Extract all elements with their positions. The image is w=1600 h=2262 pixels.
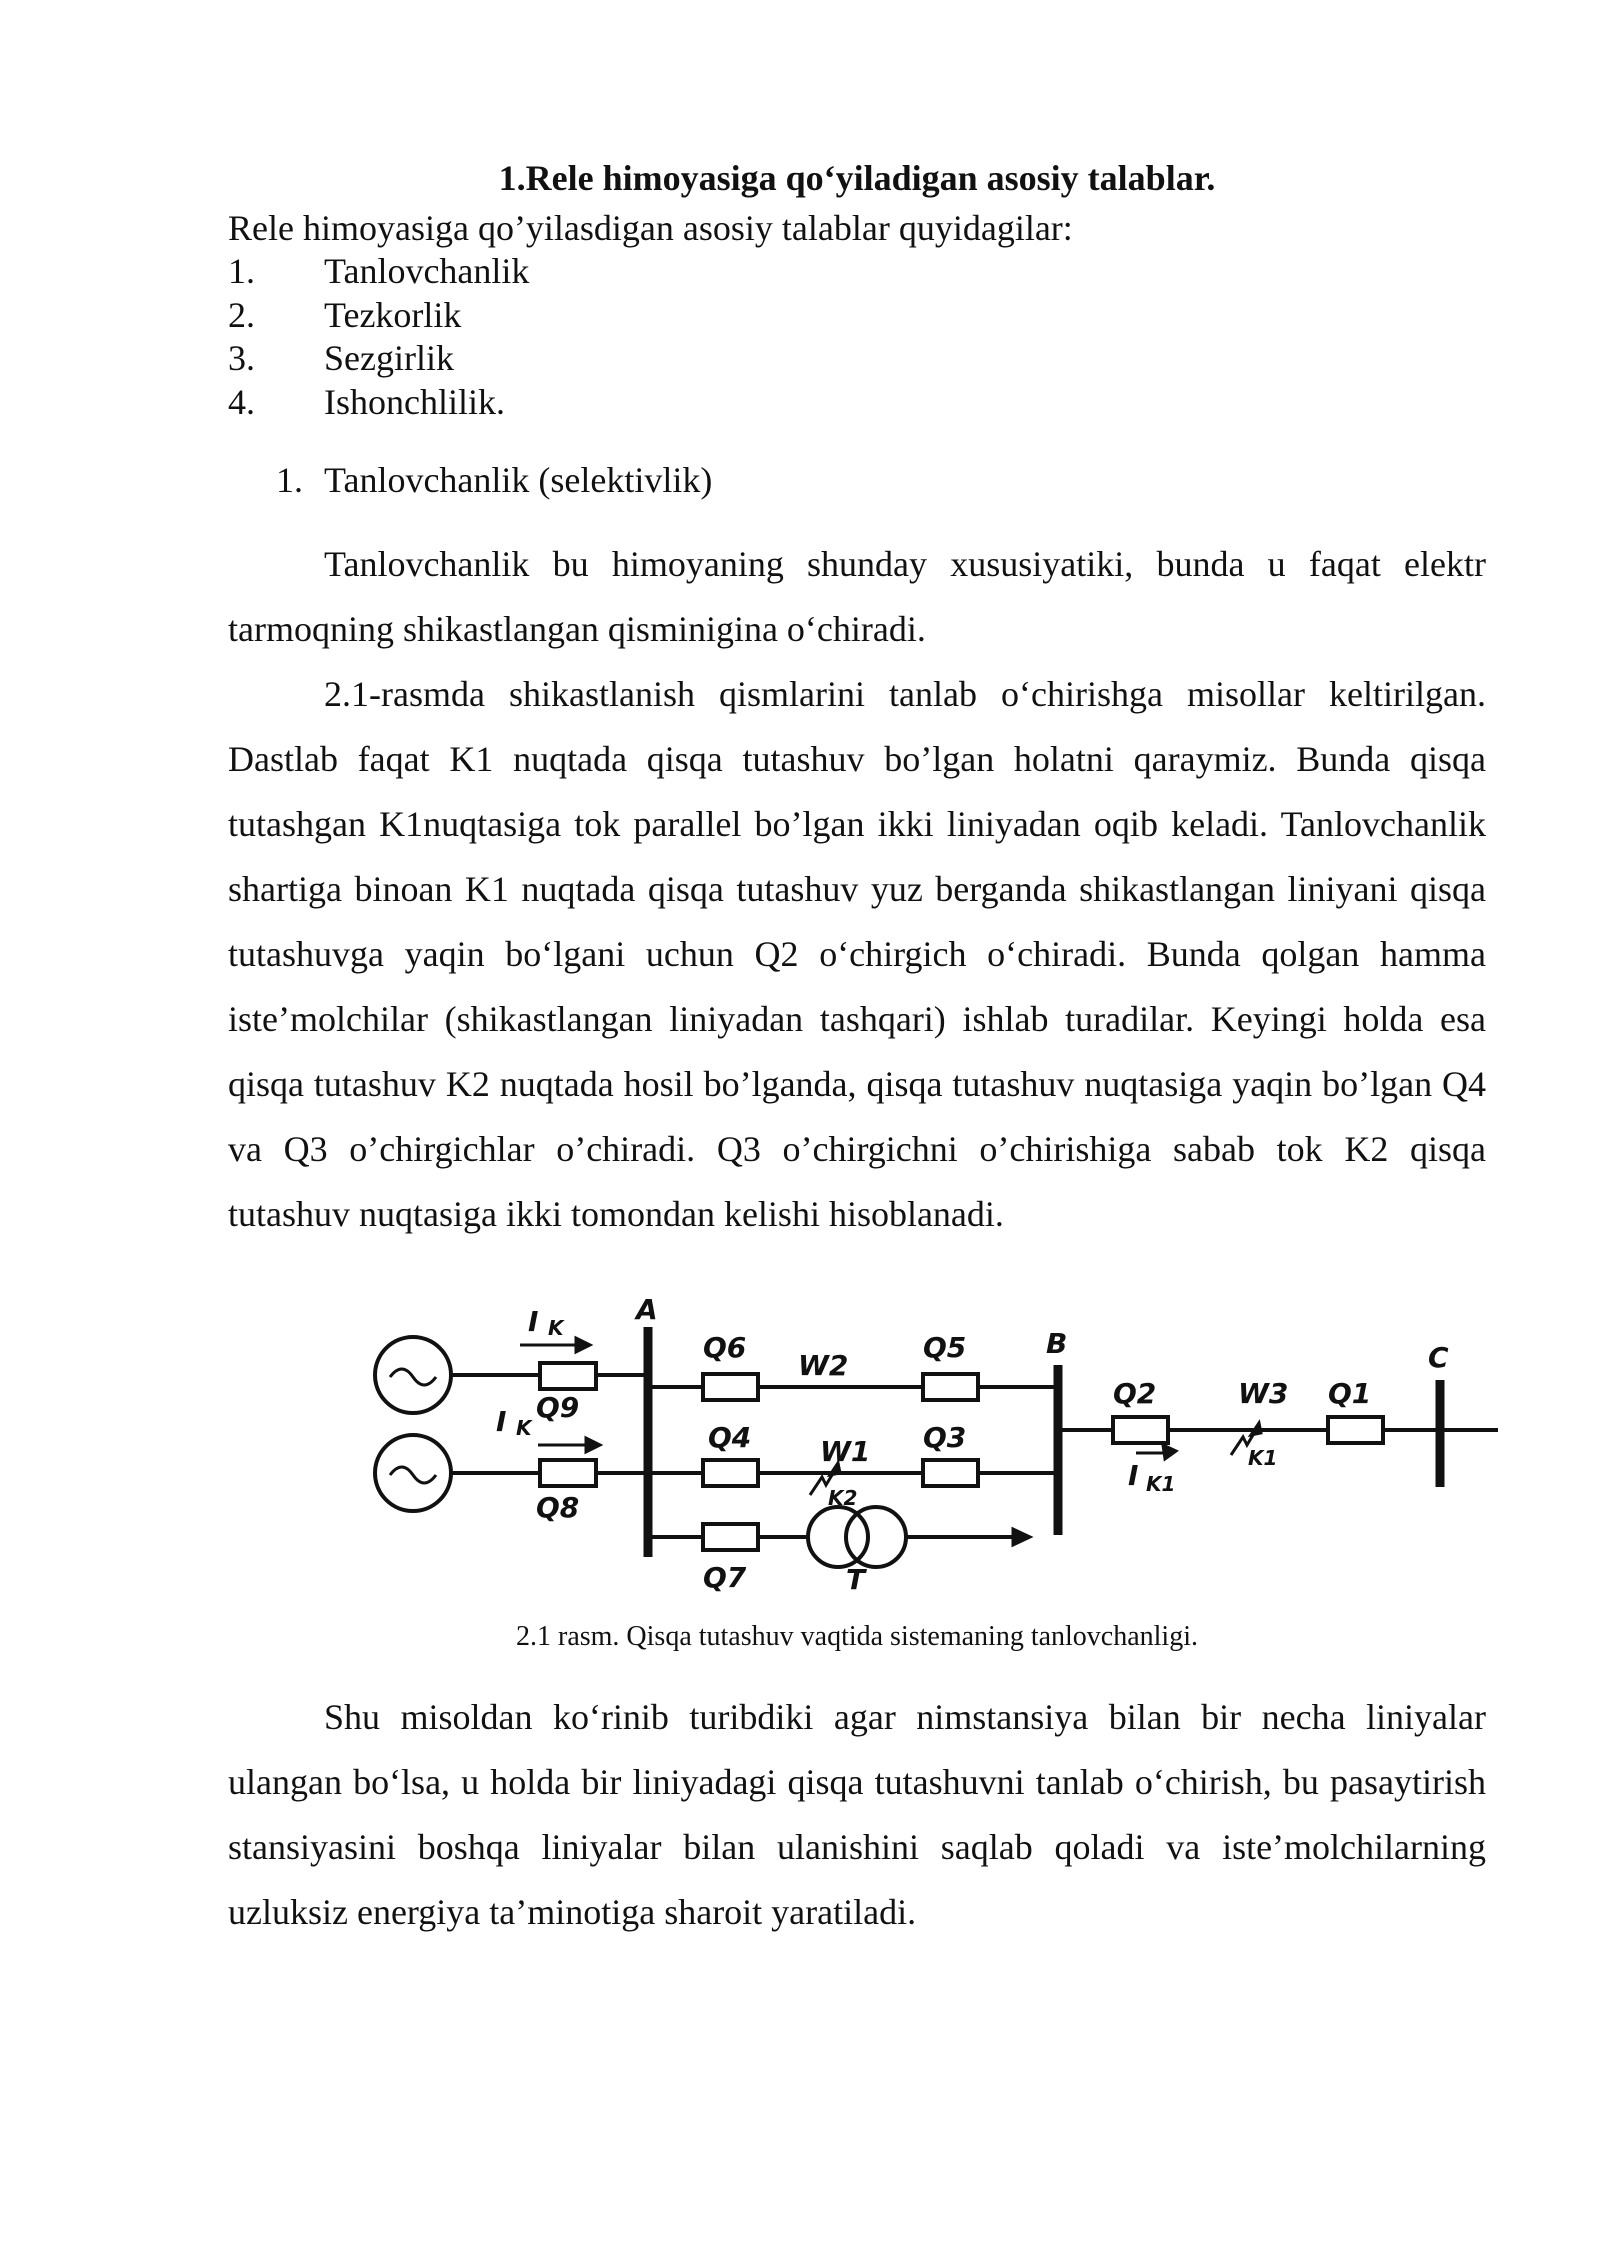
bus-c-label: C bbox=[1428, 1341, 1449, 1374]
breaker-q8 bbox=[540, 1460, 596, 1486]
breaker-q2 bbox=[1113, 1417, 1168, 1443]
current-label-1: I bbox=[528, 1305, 539, 1338]
section-label: Tanlovchanlik (selektivlik) bbox=[324, 460, 713, 500]
requirements-list bbox=[228, 250, 1486, 424]
figure-caption: 2.1 rasm. Qisqa tutashuv vaqtida sistemaning tanlovchanligi. bbox=[516, 1621, 1198, 1652]
generator-1-tilde-icon bbox=[390, 1369, 436, 1385]
breaker-q9 bbox=[540, 1363, 596, 1389]
list-item-label: Ishonchlilik. bbox=[324, 381, 505, 422]
list-item-label: Tezkorlik bbox=[324, 294, 462, 335]
q9-label: Q9 bbox=[536, 1391, 580, 1424]
breaker-q6 bbox=[703, 1374, 758, 1400]
paragraph-definition: Tanlovchanlik bu himoyaning shunday xususiyatiki, bunda u faqat elektr tarmoqning shikastlangan qisminigina o‘chiradi. bbox=[228, 544, 1486, 649]
paragraph-closing: Shu misoldan ko‘rinib turibdiki agar nimstansiya bilan bir necha liniyalar ulangan bo‘lsa, u holda bir liniyadagi qisqa tutashuvni tanlab o‘chirish, bu pasaytirish stansiyasini boshqa liniyalar bilan ulanishini saqlab qoladi va iste’molchilarning uzluksiz energiya ta’minotiga sharoit yaratiladi. bbox=[228, 1697, 1486, 1932]
k1-label: K1 bbox=[1248, 1446, 1278, 1470]
transformer-winding-2-icon bbox=[846, 1507, 906, 1567]
transformer-winding-1-icon bbox=[808, 1507, 868, 1567]
list-item-number: 3. bbox=[228, 338, 255, 378]
q5-label: Q5 bbox=[923, 1331, 967, 1364]
paragraph-example: 2.1-rasmda shikastlanish qismlarini tanlab o‘chirishga misollar keltirilgan. Dastlab faqat K1 nuqtada qisqa tutashuv bo’lgan holatni qaraymiz. Bunda qisqa tutashgan K1nuqtasiga tok parallel bo’lgan ikki liniyadan oqib keladi. Tanlovchanlik shartiga binoan K1 nuqtada qisqa tutashuv yuz berganda shikastlangan liniyani qisqa tutashuvga yaqin bo‘lgani uchun Q2 o‘chirgich o‘chiradi. Bunda qolgan hamma iste’molchilar (shikastlangan liniyadan tashqari) ishlab turadilar. Keyingi holda esa qisqa tutashuv K2 nuqtada hosil bo’lganda, qisqa tutashuv nuqtasiga yaqin bo’lgan Q4 va Q3 o’chirgichlar o’chiradi. Q3 o’chirgichni o’chirishiga sabab tok K2 qisqa tutashuv nuqtasiga ikki tomondan kelishi hisoblanadi. bbox=[228, 674, 1486, 1234]
list-item bbox=[228, 337, 1486, 381]
q6-label: Q6 bbox=[703, 1331, 747, 1364]
current-label-2: I bbox=[496, 1405, 507, 1438]
list-item bbox=[228, 294, 1486, 338]
breaker-q5 bbox=[923, 1374, 978, 1400]
q7-label: Q7 bbox=[703, 1561, 747, 1594]
breaker-q1 bbox=[1328, 1417, 1383, 1443]
current-label-2-sub: K bbox=[516, 1416, 532, 1440]
circuit-diagram bbox=[368, 1285, 1498, 1603]
q8-label: Q8 bbox=[536, 1491, 580, 1524]
list-item bbox=[228, 381, 1486, 425]
list-item-number: 2. bbox=[228, 294, 255, 335]
q4-label: Q4 bbox=[708, 1421, 752, 1454]
breaker-q3 bbox=[923, 1460, 978, 1486]
document-page bbox=[228, 150, 1486, 1945]
q3-label: Q3 bbox=[923, 1421, 967, 1454]
w2-label: W2 bbox=[798, 1349, 849, 1382]
load-arrow-t bbox=[1013, 1529, 1030, 1545]
bus-a-label: A bbox=[636, 1293, 658, 1326]
section-number: 1. bbox=[276, 460, 303, 500]
q2-label: Q2 bbox=[1113, 1377, 1157, 1410]
current-label-k1: I bbox=[1128, 1459, 1139, 1492]
transformer-label: T bbox=[846, 1563, 866, 1596]
list-item bbox=[228, 250, 1486, 294]
breaker-q7 bbox=[703, 1524, 758, 1550]
w1-label: W1 bbox=[820, 1435, 871, 1468]
current-label-1-sub: K bbox=[548, 1316, 564, 1340]
k2-label: K2 bbox=[828, 1486, 858, 1510]
list-item-label: Tanlovchanlik bbox=[324, 251, 530, 291]
circuit-diagram-figure bbox=[228, 1285, 1486, 1603]
list-item-number: 4. bbox=[228, 381, 255, 422]
q1-label: Q1 bbox=[1328, 1377, 1372, 1410]
list-item-number: 1. bbox=[228, 251, 255, 291]
document-title: 1.Rele himoyasiga qo‘yiladigan asosiy talablar. bbox=[498, 158, 1216, 198]
w3-label: W3 bbox=[1238, 1377, 1289, 1410]
breaker-q4 bbox=[703, 1460, 758, 1486]
current-label-k1-sub: K1 bbox=[1146, 1472, 1176, 1496]
intro-text: Rele himoyasiga qo’yilasdigan asosiy talablar quyidagilar: bbox=[228, 208, 1073, 248]
list-item-label: Sezgirlik bbox=[324, 338, 454, 378]
bus-b-label: B bbox=[1046, 1327, 1068, 1360]
generator-2-tilde-icon bbox=[390, 1467, 436, 1483]
section-heading bbox=[276, 458, 1486, 502]
